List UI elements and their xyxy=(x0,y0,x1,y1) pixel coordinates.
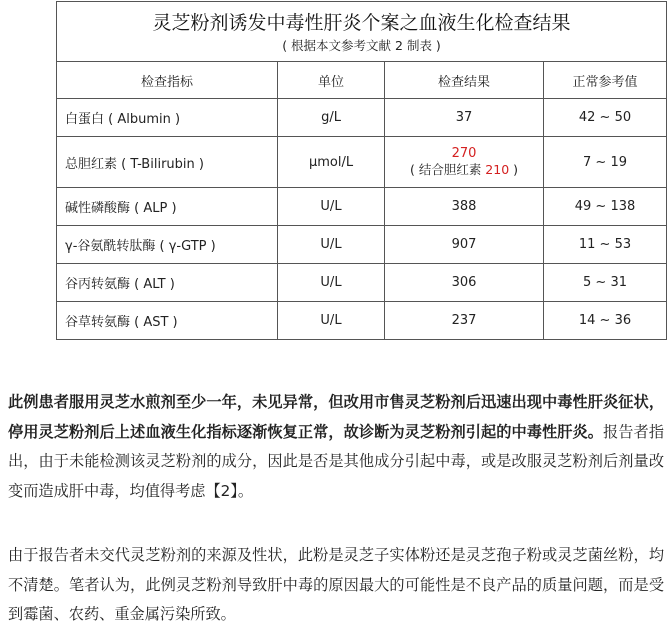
row-indicator: 谷草转氨酶 ( AST ) xyxy=(57,302,278,340)
row-unit: U/L xyxy=(278,226,385,264)
row-value-cell xyxy=(385,137,544,188)
table-row xyxy=(57,302,667,340)
table-row xyxy=(57,188,667,226)
paragraph-diagnosis-bold: 此例患者服用灵芝水煎剂至少一年，未见异常，但改用市售灵芝粉剂后迅速出现中毒性肝炎征状，停用灵芝粉剂后上述血液生化指标逐渐恢复正常，故诊断为灵芝粉剂引起的中毒性肝炎。 xyxy=(8,393,664,441)
row-value: 37 xyxy=(385,99,544,137)
row-unit: U/L xyxy=(278,188,385,226)
paragraph-author-opinion: 由于报告者未交代灵芝粉剂的来源及性状，此粉是灵芝子实体粉还是灵芝孢子粉或灵芝菌丝粉，均不清楚。笔者认为，此例灵芝粉剂导致肝中毒的原因最大的可能性是不良产品的质量问题，而是受到霉菌、农药、重金属污染所致。 xyxy=(8,546,664,623)
row-value: 237 xyxy=(385,302,544,340)
table-row xyxy=(57,226,667,264)
table-header-row xyxy=(57,62,667,99)
row-unit: U/L xyxy=(278,302,385,340)
table-row xyxy=(57,264,667,302)
row-unit: g/L xyxy=(278,99,385,137)
row-reference: 5 ~ 31 xyxy=(544,264,667,302)
table-row xyxy=(57,99,667,137)
table-row xyxy=(57,137,667,188)
row-reference: 49 ~ 138 xyxy=(544,188,667,226)
row-unit: U/L xyxy=(278,264,385,302)
sub-note-suffix: ) xyxy=(509,161,519,177)
paragraph-diagnosis-rest: 报告者指出，由于未能检测该灵芝粉剂的成分，因此是否是其他成分引起中毒，或是改服灵芝粉剂后剂量改变而造成肝中毒，均值得考虑【2】。 xyxy=(8,422,665,500)
row-reference: 11 ~ 53 xyxy=(544,226,667,264)
table-title: 灵芝粉剂诱发中毒性肝炎个案之血液生化检查结果 xyxy=(152,11,571,34)
row-indicator: 白蛋白 ( Albumin ) xyxy=(57,99,278,137)
row-indicator: 碱性磷酸酶 ( ALP ) xyxy=(57,188,278,226)
header-result: 检查结果 xyxy=(385,62,544,99)
row-indicator: γ-谷氨酰转肽酶 ( γ-GTP ) xyxy=(57,226,278,264)
table-subtitle: ( 根据本文参考文献 2 制表 ) xyxy=(282,37,441,53)
row-indicator: 总胆红素 ( T-Bilirubin ) xyxy=(57,137,278,188)
row-reference: 7 ~ 19 xyxy=(544,137,667,188)
row-value: 306 xyxy=(385,264,544,302)
lab-results-table xyxy=(56,1,667,340)
sub-note-value: 210 xyxy=(485,161,510,177)
row-value: 270 xyxy=(451,145,477,161)
paragraph-diagnosis xyxy=(8,388,664,506)
row-unit: μmol/L xyxy=(278,137,385,188)
row-indicator: 谷丙转氨酶 ( ALT ) xyxy=(57,264,278,302)
row-reference: 14 ~ 36 xyxy=(544,302,667,340)
table-title-cell xyxy=(57,2,667,62)
sub-note-prefix: ( 结合胆红素 xyxy=(409,161,486,177)
row-value: 388 xyxy=(385,188,544,226)
header-reference: 正常参考值 xyxy=(544,62,667,99)
header-unit: 单位 xyxy=(278,62,385,99)
row-value: 907 xyxy=(385,226,544,264)
row-sub-note xyxy=(385,161,543,179)
header-indicator: 检查指标 xyxy=(57,62,278,99)
row-reference: 42 ~ 50 xyxy=(544,99,667,137)
